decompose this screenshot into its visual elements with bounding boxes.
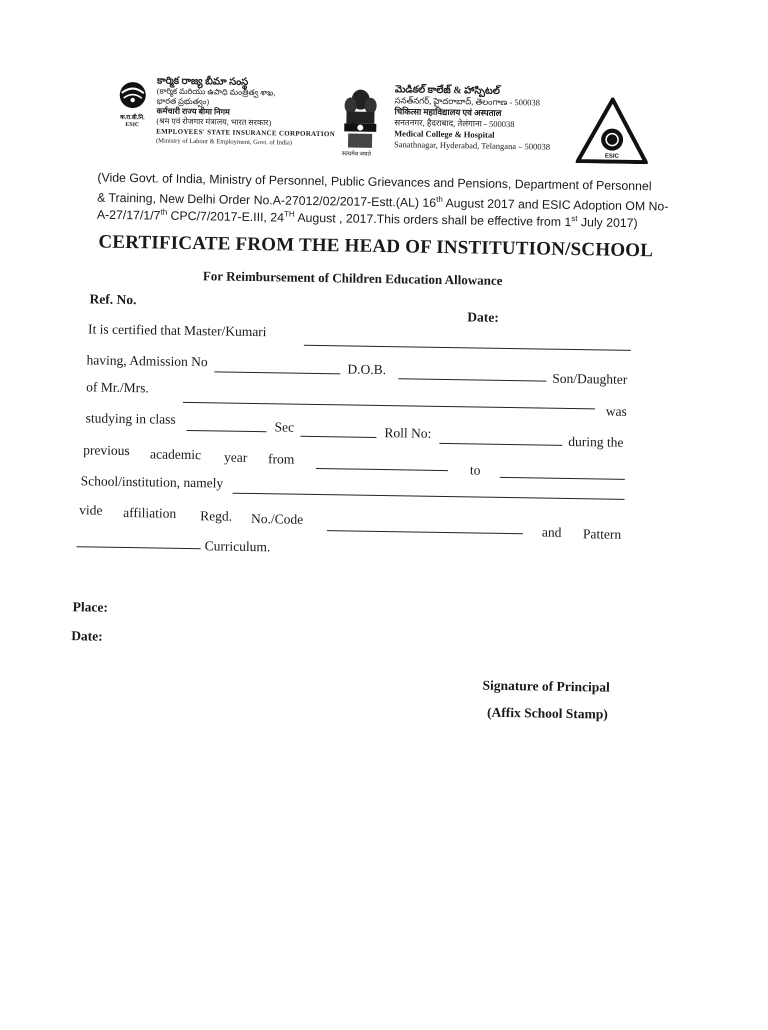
- triangle-logo: [576, 97, 649, 164]
- year-from-field[interactable]: [316, 468, 448, 471]
- place-label: Place:: [72, 599, 109, 615]
- order-line-2-post: August 2017 and ESIC Adoption OM No-: [442, 196, 669, 214]
- ref-no-label: Ref. No.: [89, 291, 137, 308]
- esic-telugu-ministry: (కార్మిక మరియు ఉపాధి మంత్రిత్వ శాఖ,: [156, 86, 276, 98]
- certificate-subtitle: For Reimbursement of Children Education Allowance: [202, 268, 503, 288]
- order-line-3-sup3: st: [571, 213, 578, 224]
- to-label: to: [469, 462, 481, 478]
- class-field[interactable]: [186, 430, 266, 432]
- hospital-english-address: Sanathnagar, Hyderabad, Telangana – 500038: [393, 139, 551, 152]
- certificate-title: CERTIFICATE FROM THE HEAD OF INSTITUTION/SCHOOL: [98, 231, 654, 262]
- esic-logo-hindi: क.रा.बी.नि.: [120, 114, 145, 122]
- hospital-telugu-name: మెడికల్ కాలేజ్ & హాస్పిటల్: [394, 84, 500, 97]
- national-emblem: [340, 87, 381, 158]
- order-line-3-d: July 2017): [577, 215, 638, 231]
- during-the-label: during the: [568, 433, 624, 450]
- hospital-english-name: Medical College & Hospital: [394, 128, 495, 140]
- section-field[interactable]: [300, 436, 376, 438]
- dob-field[interactable]: [398, 378, 546, 381]
- pattern-field[interactable]: [77, 546, 201, 549]
- affiliation-label: affiliation: [123, 504, 177, 521]
- of-mr-mrs-label: of Mr./Mrs.: [86, 379, 149, 396]
- esic-logo: [112, 80, 153, 127]
- parent-name-field[interactable]: [183, 402, 595, 409]
- year-to-field[interactable]: [500, 477, 625, 480]
- no-code-label: No./Code: [251, 510, 304, 527]
- certified-text: It is certified that Master/Kumari: [87, 321, 267, 340]
- from-label: from: [267, 451, 295, 467]
- esic-logo-english: ESIC: [125, 121, 140, 129]
- order-line-3-a: A-27/17/1/7: [96, 207, 161, 223]
- date-label-bottom: Date:: [71, 628, 103, 644]
- order-line-3-c: August , 2017.This orders shall be effective from 1: [294, 210, 572, 230]
- student-name-field[interactable]: [304, 345, 631, 351]
- letterhead-left: [156, 76, 336, 149]
- admission-no-field[interactable]: [214, 371, 340, 374]
- sec-label: Sec: [274, 419, 295, 435]
- hospital-hindi-name: चिकित्सा महाविद्यालय एवं अस्पताल: [394, 106, 502, 118]
- triangle-logo-text: ESIC: [604, 153, 619, 160]
- date-label-top: Date:: [467, 309, 499, 325]
- order-line-3-sup2: TH: [283, 209, 295, 219]
- dob-label: D.O.B.: [347, 361, 387, 378]
- emblem-motto: सत्यमेव जयते: [341, 151, 371, 158]
- esic-emblem-icon: [113, 80, 153, 111]
- hospital-hindi-address: सनतनगर, हैदराबाद, तेलंगाना - 500038: [394, 117, 515, 130]
- letterhead-right: [394, 84, 551, 152]
- ashoka-emblem-icon: [340, 87, 381, 150]
- previous-label: previous: [83, 442, 130, 459]
- esic-telugu-name: కార్మిక రాజ్య బీమా సంస్థ: [156, 75, 249, 88]
- stamp-label: (Affix School Stamp): [486, 704, 608, 722]
- vide-label: vide: [79, 502, 103, 518]
- triangle-logo-icon: [576, 97, 649, 164]
- esic-english-ministry: (Ministry of Labour & Employment, Govt. of India): [155, 137, 293, 147]
- order-line-2-pre: & Training, New Delhi Order No.A-27012/02/2017-Estt.(AL) 16: [97, 190, 437, 210]
- order-line-2-sup: th: [436, 194, 443, 204]
- order-line-1: (Vide Govt. of India, Ministry of Personnel, Public Grievances and Pensions, Department of Personnel: [97, 170, 652, 194]
- school-name-field[interactable]: [233, 493, 625, 500]
- curriculum-label: Curriculum.: [204, 538, 271, 555]
- esic-hindi-ministry: (श्रम एवं रोजगार मंत्रालय, भारत सरकार): [156, 116, 272, 128]
- roll-no-label: Roll No:: [384, 425, 432, 441]
- esic-hindi-name: कर्मचारी राज्य बीमा निगम: [156, 106, 230, 117]
- school-institution-label: School/institution, namely: [80, 473, 224, 491]
- studying-in-class-label: studying in class: [85, 410, 176, 427]
- academic-label: academic: [150, 446, 202, 463]
- order-line-3-sup1: th: [160, 207, 168, 217]
- roll-no-field[interactable]: [439, 443, 562, 446]
- hospital-telugu-address: సనత్‌నగర్, హైదరాబాద్, తెలంగాణ - 500038: [394, 95, 541, 108]
- and-label: and: [541, 524, 562, 540]
- regd-label: Regd.: [200, 508, 233, 524]
- affiliation-code-field[interactable]: [327, 530, 523, 534]
- pattern-label: Pattern: [582, 526, 622, 542]
- esic-telugu-govt: భారత ప్రభుత్వం): [156, 96, 210, 107]
- signature-label: Signature of Principal: [482, 677, 610, 695]
- year-label: year: [223, 449, 248, 465]
- order-line-3-b: CPC/7/2017-E.III, 24: [167, 208, 285, 225]
- having-admission-label: having, Admission No: [86, 352, 208, 370]
- son-daughter-label: Son/Daughter: [552, 370, 628, 387]
- esic-english-name: EMPLOYEES' STATE INSURANCE CORPORATION: [156, 127, 336, 139]
- was-label: was: [605, 403, 627, 419]
